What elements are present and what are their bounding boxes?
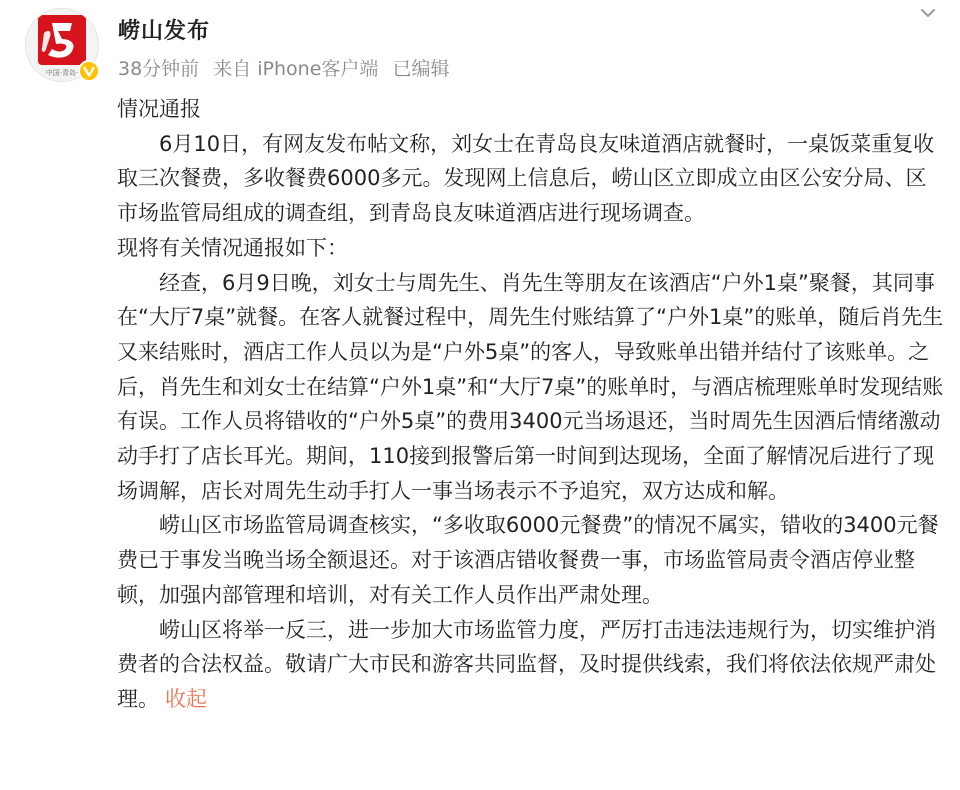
post-meta — [118, 54, 449, 81]
collapse-link[interactable]: 收起 — [165, 686, 207, 711]
post-title: 情况通报 — [117, 97, 201, 121]
chevron-down-icon — [912, 2, 944, 26]
post-paragraph: 现将有关情况通报如下： — [117, 235, 348, 260]
post-header — [0, 0, 960, 92]
post-source: 来自 iPhone客户端 — [213, 58, 379, 80]
more-options-button[interactable] — [912, 2, 944, 26]
post-paragraph-last — [117, 613, 947, 717]
post-paragraph: 6月10日，有网友发布帖文称，刘女士在青岛良友味道酒店就餐时，一桌饭菜重复收取三次餐费，多收餐费6000多元。发现网上信息后，崂山区立即成立由区公安分局、区市场监管局组成的调查组，到青岛良友味道酒店进行现场调查。 — [117, 131, 935, 226]
post-paragraph: 崂山区市场监管局调查核实，“多收取6000元餐费”的情况不属实，错收的3400元餐费已于事发当晚当场全额退还。对于该酒店错收餐费一事，市场监管局责令酒店停业整顿，加强内部管理和培训，对有关工作人员作出严肃处理。 — [117, 513, 939, 607]
post-edited-label[interactable]: 已编辑 — [392, 58, 450, 80]
account-name[interactable]: 崂山发布 — [118, 19, 211, 44]
post-paragraph: 经查，6月9日晚，刘女士与周先生、肖先生等朋友在该酒店“户外1桌”聚餐，其同事在“大厅7桌”就餐。在客人就餐过程中，周先生付账结算了“户外1桌”的账单，随后肖先生又来结账时，酒店工作人员以为是“户外5桌”的客人，导致账单出错并结付了该账单。之后，肖先生和刘女士在结算“户外1桌”和“大厅7桌”的账单时，与酒店梳理账单时发现结账有误。工作人员将错收的“户外5桌”的费用3400元当场退还，当时周先生因酒后情绪激动动手打了店长耳光。期间，110接到报警后第一时间到达现场，全面了解情况后进行了现场调解，店长对周先生动手打人一事当场表示不予追究，双方达成和解。 — [117, 270, 944, 503]
post-body — [117, 92, 947, 717]
verified-v-icon — [78, 60, 100, 82]
post-paragraph-text: 崂山区将举一反三，进一步加大市场监管力度，严厉打击违法违规行为，切实维护消费者的合法权益。敬请广大市民和游客共同监督，及时提供线索，我们将依法依规严肃处理。 — [117, 617, 936, 711]
post-time[interactable]: 38分钟前 — [118, 58, 200, 80]
avatar-text: 中国·青岛· — [45, 69, 79, 77]
